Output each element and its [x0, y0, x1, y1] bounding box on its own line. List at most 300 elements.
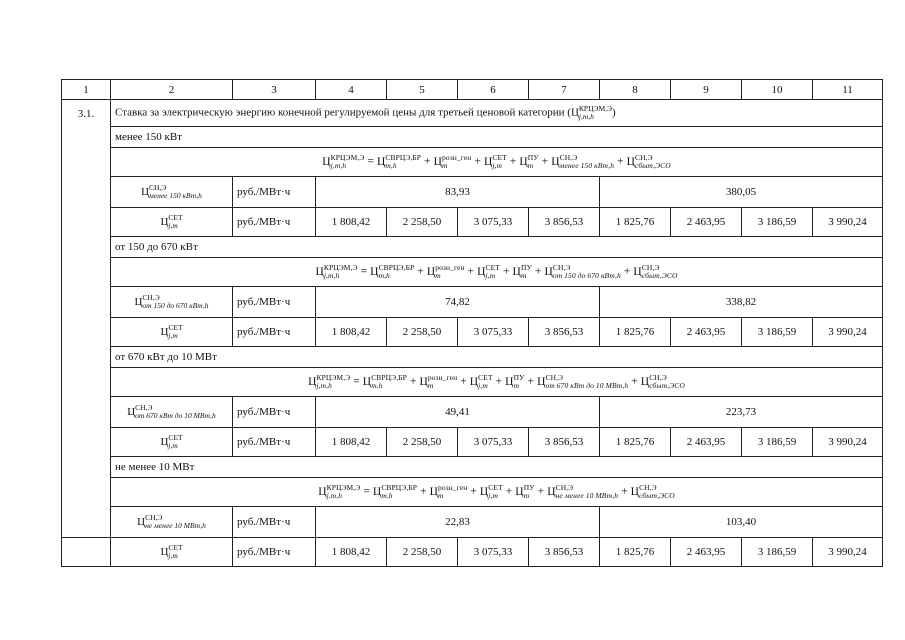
index-stack [579, 105, 612, 121]
formula-operator: + [618, 485, 631, 498]
superscript: СН,Э [559, 153, 578, 162]
formula-operator: + [406, 375, 420, 388]
unit-cell: руб./МВт·ч [233, 287, 316, 318]
index-stack [135, 404, 216, 420]
index-stack [324, 264, 358, 280]
index-stack [371, 374, 407, 390]
superscript: СН,Э [555, 483, 574, 492]
symbol-base: Ц [160, 435, 169, 448]
superscript: КРЦЭМ,Э [330, 153, 365, 162]
index-stack [488, 484, 502, 500]
symbol-base: Ц [419, 375, 428, 388]
header-cell-7: 7 [529, 80, 600, 100]
symbol-base: Ц [640, 375, 650, 388]
subscript: m [442, 161, 448, 170]
symbol-base: Ц [315, 265, 324, 278]
symbol-base: Ц [483, 155, 493, 168]
index-stack [379, 264, 415, 280]
formula-term [322, 153, 365, 170]
formula [322, 153, 671, 170]
group-label-row [62, 457, 883, 478]
formula-operator: + [534, 485, 548, 498]
formula-term [633, 263, 678, 280]
formula-operator: + [524, 375, 538, 388]
subscript: m [527, 161, 534, 170]
subscript: не менее 10 МВт,h [145, 521, 206, 530]
header-cell-5: 5 [387, 80, 458, 100]
superscript: КРЦЭМ,Э [578, 104, 612, 113]
index-stack [316, 374, 350, 390]
symbol-base: Ц [626, 155, 636, 168]
superscript: ПУ [523, 483, 535, 492]
symbol-base: Ц [160, 545, 169, 558]
component-symbol [134, 293, 209, 310]
value-cell-5: 2 258,50 [387, 318, 458, 347]
formula-term [519, 153, 539, 170]
header-cell-4: 4 [316, 80, 387, 100]
fixed-component-row [62, 397, 883, 428]
symbol-base: Ц [429, 485, 438, 498]
group-label: от 150 до 670 кВт [111, 237, 883, 258]
formula-operator: + [538, 155, 552, 168]
symbol-base: Ц [141, 185, 150, 198]
index-stack [168, 434, 182, 450]
header-cell-2: 2 [111, 80, 233, 100]
index-stack [435, 264, 464, 280]
subscript: j,m,h [578, 112, 594, 121]
value-cell-9: 2 463,95 [671, 428, 742, 457]
symbol-base: Ц [433, 155, 443, 168]
symbol-base: Ц [160, 215, 169, 228]
component-name [111, 538, 233, 567]
subscript: m,h [381, 491, 393, 500]
value-cell-11: 3 990,24 [813, 208, 883, 237]
index-stack [381, 484, 417, 500]
superscript: СВРЦЭ,БР [385, 153, 422, 162]
component-symbol [160, 323, 183, 340]
symbol-base: Ц [477, 265, 486, 278]
index-stack [168, 214, 182, 230]
formula-term [547, 483, 619, 500]
component-name [111, 287, 233, 318]
section-title-index [578, 104, 612, 121]
header-cell-10: 10 [742, 80, 813, 100]
subscript: m [427, 381, 434, 390]
symbol-base: Ц [426, 265, 436, 278]
value-cell-11: 3 990,24 [813, 318, 883, 347]
section-title-text: Ставка за электрическую энергию конечной регулируемой цены для третьей ценовой категории (Ц [115, 106, 579, 119]
index-stack [642, 264, 678, 280]
formula-term [630, 483, 675, 500]
section-title-row [62, 100, 883, 127]
index-stack [478, 374, 492, 390]
subscript: сбыт,ЭСО [641, 271, 678, 280]
unit-cell: руб./МВт·ч [233, 428, 316, 457]
superscript: розн_ген [437, 483, 468, 492]
symbol-base: Ц [544, 265, 553, 278]
subscript: менее 150 кВт,h [149, 191, 202, 200]
group-label-row [62, 127, 883, 148]
superscript: ПУ [513, 373, 525, 382]
formula-term [429, 483, 468, 500]
superscript: СЕТ [168, 433, 183, 442]
group-label-row [62, 347, 883, 368]
formula-term [512, 263, 532, 280]
value-cell-10: 3 186,59 [742, 428, 813, 457]
formula-operator: + [531, 265, 545, 278]
symbol-base: Ц [127, 405, 136, 418]
formula-cell [111, 148, 883, 177]
superscript: СЕТ [168, 323, 183, 332]
symbol-base: Ц [551, 155, 560, 168]
formula [308, 373, 685, 390]
subscript: j,m [492, 161, 503, 170]
value-cell-5: 2 258,50 [387, 538, 458, 567]
value-cell-4: 1 808,42 [316, 208, 387, 237]
component-name [111, 507, 233, 538]
index-stack [521, 264, 532, 280]
index-stack [635, 154, 671, 170]
symbol-base: Ц [308, 375, 317, 388]
index-stack [492, 154, 506, 170]
formula-operator: + [620, 265, 634, 278]
formula-row [62, 258, 883, 287]
blank-cell [62, 538, 111, 567]
formula-operator: + [628, 375, 641, 388]
value-cell-10: 3 186,59 [742, 318, 813, 347]
symbol-base: Ц [137, 515, 146, 528]
superscript: СВРЦЭ,БР [378, 263, 415, 272]
subscript: j,m [485, 271, 496, 280]
subscript: сбыт,ЭСО [649, 381, 685, 390]
subscript: m,h [385, 161, 397, 170]
formula-term [469, 373, 493, 390]
index-stack [327, 484, 361, 500]
value-group-2: 380,05 [600, 177, 883, 208]
header-cell-1: 1 [62, 80, 111, 100]
header-cell-3: 3 [233, 80, 316, 100]
symbol-base: Ц [134, 295, 143, 308]
index-stack [639, 484, 675, 500]
index-stack [524, 484, 535, 500]
formula-operator: + [500, 265, 513, 278]
index-stack [331, 154, 365, 170]
subscript: m,h [371, 381, 383, 390]
superscript: СН,Э [545, 373, 564, 382]
component-symbol [137, 513, 206, 530]
superscript: СЕТ [478, 373, 493, 382]
formula-term [505, 373, 525, 390]
formula-term [372, 483, 418, 500]
value-cell-4: 1 808,42 [316, 428, 387, 457]
value-cell-8: 1 825,76 [600, 538, 671, 567]
index-stack [486, 264, 500, 280]
unit-cell: руб./МВт·ч [233, 507, 316, 538]
formula-term [433, 153, 472, 170]
index-stack [442, 154, 471, 170]
value-cell-8: 1 825,76 [600, 428, 671, 457]
formula-term [537, 373, 629, 390]
formula-row [62, 368, 883, 397]
value-group-1: 74,82 [316, 287, 600, 318]
superscript: СЕТ [485, 263, 500, 272]
value-group-2: 338,82 [600, 287, 883, 318]
superscript: СН,Э [135, 403, 153, 412]
formula-operator: + [506, 155, 520, 168]
component-symbol [160, 213, 183, 230]
component-symbol [160, 543, 183, 560]
formula-operator: = [357, 265, 371, 278]
value-cell-6: 3 075,33 [458, 538, 529, 567]
symbol-base: Ц [633, 265, 642, 278]
network-component-row [62, 318, 883, 347]
formula-operator: + [464, 265, 478, 278]
subscript: не менее 10 МВт,h [555, 491, 619, 500]
superscript: СН,Э [142, 293, 160, 302]
formula-term [515, 483, 535, 500]
subscript: m [520, 271, 527, 280]
value-cell-6: 3 075,33 [458, 318, 529, 347]
formula-term [626, 153, 671, 170]
value-cell-7: 3 856,53 [529, 428, 600, 457]
formula-term [419, 373, 458, 390]
superscript: СН,Э [641, 263, 660, 272]
formula-operator: = [360, 485, 373, 498]
tariff-table [61, 79, 883, 567]
superscript: СЕТ [488, 483, 503, 492]
symbol-base: Ц [370, 265, 379, 278]
unit-cell: руб./МВт·ч [233, 538, 316, 567]
fixed-component-row [62, 177, 883, 208]
index-stack [145, 514, 206, 530]
formula-term [362, 373, 407, 390]
superscript: СН,Э [149, 183, 167, 192]
index-stack [149, 184, 202, 200]
superscript: КРЦЭМ,Э [316, 373, 351, 382]
group-label: от 670 кВт до 10 МВт [111, 347, 883, 368]
formula-term [426, 263, 465, 280]
subscript: j,m,h [326, 491, 343, 500]
value-group-1: 49,41 [316, 397, 600, 428]
superscript: КРЦЭМ,Э [323, 263, 358, 272]
formula-row [62, 478, 883, 507]
value-cell-5: 2 258,50 [387, 428, 458, 457]
component-name [111, 208, 233, 237]
superscript: КРЦЭМ,Э [326, 483, 361, 492]
subscript: m [513, 381, 520, 390]
formula-term [640, 373, 685, 390]
value-cell-6: 3 075,33 [458, 208, 529, 237]
subscript: j,m [168, 441, 178, 450]
superscript: СН,Э [635, 153, 653, 162]
subscript: менее 150 кВт,h [559, 161, 615, 170]
superscript: СВРЦЭ,БР [371, 373, 407, 382]
superscript: розн_ген [427, 373, 458, 382]
subscript: от 670 кВт до 10 МВт,h [135, 411, 216, 420]
symbol-base: Ц [372, 485, 382, 498]
formula-operator: = [350, 375, 363, 388]
symbol-base: Ц [362, 375, 372, 388]
formula-term [318, 483, 361, 500]
superscript: ПУ [527, 153, 539, 162]
value-cell-8: 1 825,76 [600, 318, 671, 347]
superscript: СВРЦЭ,БР [381, 483, 418, 492]
value-cell-5: 2 258,50 [387, 208, 458, 237]
section-title-end: ) [611, 106, 616, 119]
formula-operator: + [421, 155, 434, 168]
formula-operator: + [467, 485, 480, 498]
value-cell-11: 3 990,24 [813, 538, 883, 567]
symbol-base: Ц [547, 485, 556, 498]
index-stack [385, 154, 421, 170]
subscript: m [523, 491, 530, 500]
symbol-base: Ц [469, 375, 479, 388]
subscript: j,m [168, 551, 178, 560]
subscript: от 150 до 670 кВт,h [142, 301, 209, 310]
header-row [62, 80, 883, 100]
formula-term [477, 263, 500, 280]
network-component-row [62, 428, 883, 457]
formula-operator: + [457, 375, 470, 388]
value-group-1: 22,83 [316, 507, 600, 538]
formula-term [315, 263, 358, 280]
subscript: m [437, 491, 444, 500]
component-symbol [127, 403, 216, 420]
unit-cell: руб./МВт·ч [233, 208, 316, 237]
value-cell-4: 1 808,42 [316, 318, 387, 347]
header-cell-6: 6 [458, 80, 529, 100]
value-cell-10: 3 186,59 [742, 208, 813, 237]
formula-term [544, 263, 621, 280]
subscript: сбыт,ЭСО [635, 161, 671, 170]
symbol-base: Ц [537, 375, 546, 388]
index-stack [556, 484, 619, 500]
formula-row [62, 148, 883, 177]
component-name [111, 318, 233, 347]
formula-cell [111, 478, 883, 507]
formula-term [551, 153, 615, 170]
fixed-component-row [62, 287, 883, 318]
index-stack [649, 374, 685, 390]
formula-term [370, 263, 415, 280]
fixed-component-row [62, 507, 883, 538]
superscript: СЕТ [492, 153, 507, 162]
value-cell-10: 3 186,59 [742, 538, 813, 567]
index-stack [428, 374, 457, 390]
network-component-row [62, 538, 883, 567]
formula-term [483, 153, 507, 170]
superscript: СН,Э [145, 513, 163, 522]
value-cell-7: 3 856,53 [529, 318, 600, 347]
formula-cell [111, 368, 883, 397]
symbol-base: Ц [630, 485, 640, 498]
index-stack [168, 544, 182, 560]
subscript: от 150 до 670 кВт,h [552, 271, 621, 280]
subscript: сбыт,ЭСО [639, 491, 675, 500]
group-label: менее 150 кВт [111, 127, 883, 148]
index-stack [528, 154, 539, 170]
value-cell-6: 3 075,33 [458, 428, 529, 457]
component-symbol [141, 183, 202, 200]
subscript: j,m,h [323, 271, 340, 280]
formula-operator: + [492, 375, 506, 388]
subscript: m [435, 271, 441, 280]
superscript: СН,Э [639, 483, 657, 492]
value-cell-9: 2 463,95 [671, 538, 742, 567]
formula-operator: + [614, 155, 627, 168]
subscript: j,m [168, 221, 178, 230]
component-name [111, 428, 233, 457]
value-group-2: 103,40 [600, 507, 883, 538]
formula [318, 483, 675, 500]
value-cell-9: 2 463,95 [671, 208, 742, 237]
index-stack [560, 154, 614, 170]
symbol-base: Ц [160, 325, 169, 338]
group-label: не менее 10 МВт [111, 457, 883, 478]
symbol-base: Ц [505, 375, 514, 388]
symbol-base: Ц [515, 485, 524, 498]
value-cell-7: 3 856,53 [529, 208, 600, 237]
value-cell-8: 1 825,76 [600, 208, 671, 237]
index-stack [553, 264, 621, 280]
network-component-row [62, 208, 883, 237]
unit-cell: руб./МВт·ч [233, 318, 316, 347]
component-name [111, 397, 233, 428]
section-title [111, 100, 883, 127]
subscript: j,m [478, 381, 488, 390]
subscript: j,m,h [316, 381, 332, 390]
index-stack [438, 484, 467, 500]
formula-term [479, 483, 503, 500]
value-cell-11: 3 990,24 [813, 428, 883, 457]
header-cell-11: 11 [813, 80, 883, 100]
formula-operator: + [471, 155, 484, 168]
component-name [111, 177, 233, 208]
value-cell-4: 1 808,42 [316, 538, 387, 567]
formula-cell [111, 258, 883, 287]
index-stack [514, 374, 525, 390]
index-stack [168, 324, 182, 340]
superscript: СН,Э [649, 373, 667, 382]
header-cell-8: 8 [600, 80, 671, 100]
symbol-base: Ц [479, 485, 489, 498]
component-symbol [160, 433, 183, 450]
symbol-base: Ц [512, 265, 521, 278]
symbol-base: Ц [322, 155, 331, 168]
index-stack [142, 294, 208, 310]
group-label-row [62, 237, 883, 258]
subscript: j,m [488, 491, 498, 500]
value-cell-7: 3 856,53 [529, 538, 600, 567]
subscript: m,h [378, 271, 390, 280]
index-stack [545, 374, 628, 390]
subscript: j,m,h [330, 161, 347, 170]
formula-operator: + [414, 265, 427, 278]
formula-operator: + [417, 485, 430, 498]
value-cell-9: 2 463,95 [671, 318, 742, 347]
section-number: 3.1. [62, 100, 111, 538]
superscript: СН,Э [552, 263, 571, 272]
subscript: j,m [168, 331, 178, 340]
unit-cell: руб./МВт·ч [233, 177, 316, 208]
superscript: ПУ [520, 263, 532, 272]
superscript: розн_ген [435, 263, 465, 272]
header-cell-9: 9 [671, 80, 742, 100]
subscript: от 670 кВт до 10 МВт,h [545, 381, 629, 390]
table-body [62, 80, 883, 567]
superscript: СЕТ [168, 543, 183, 552]
superscript: розн_ген [442, 153, 472, 162]
